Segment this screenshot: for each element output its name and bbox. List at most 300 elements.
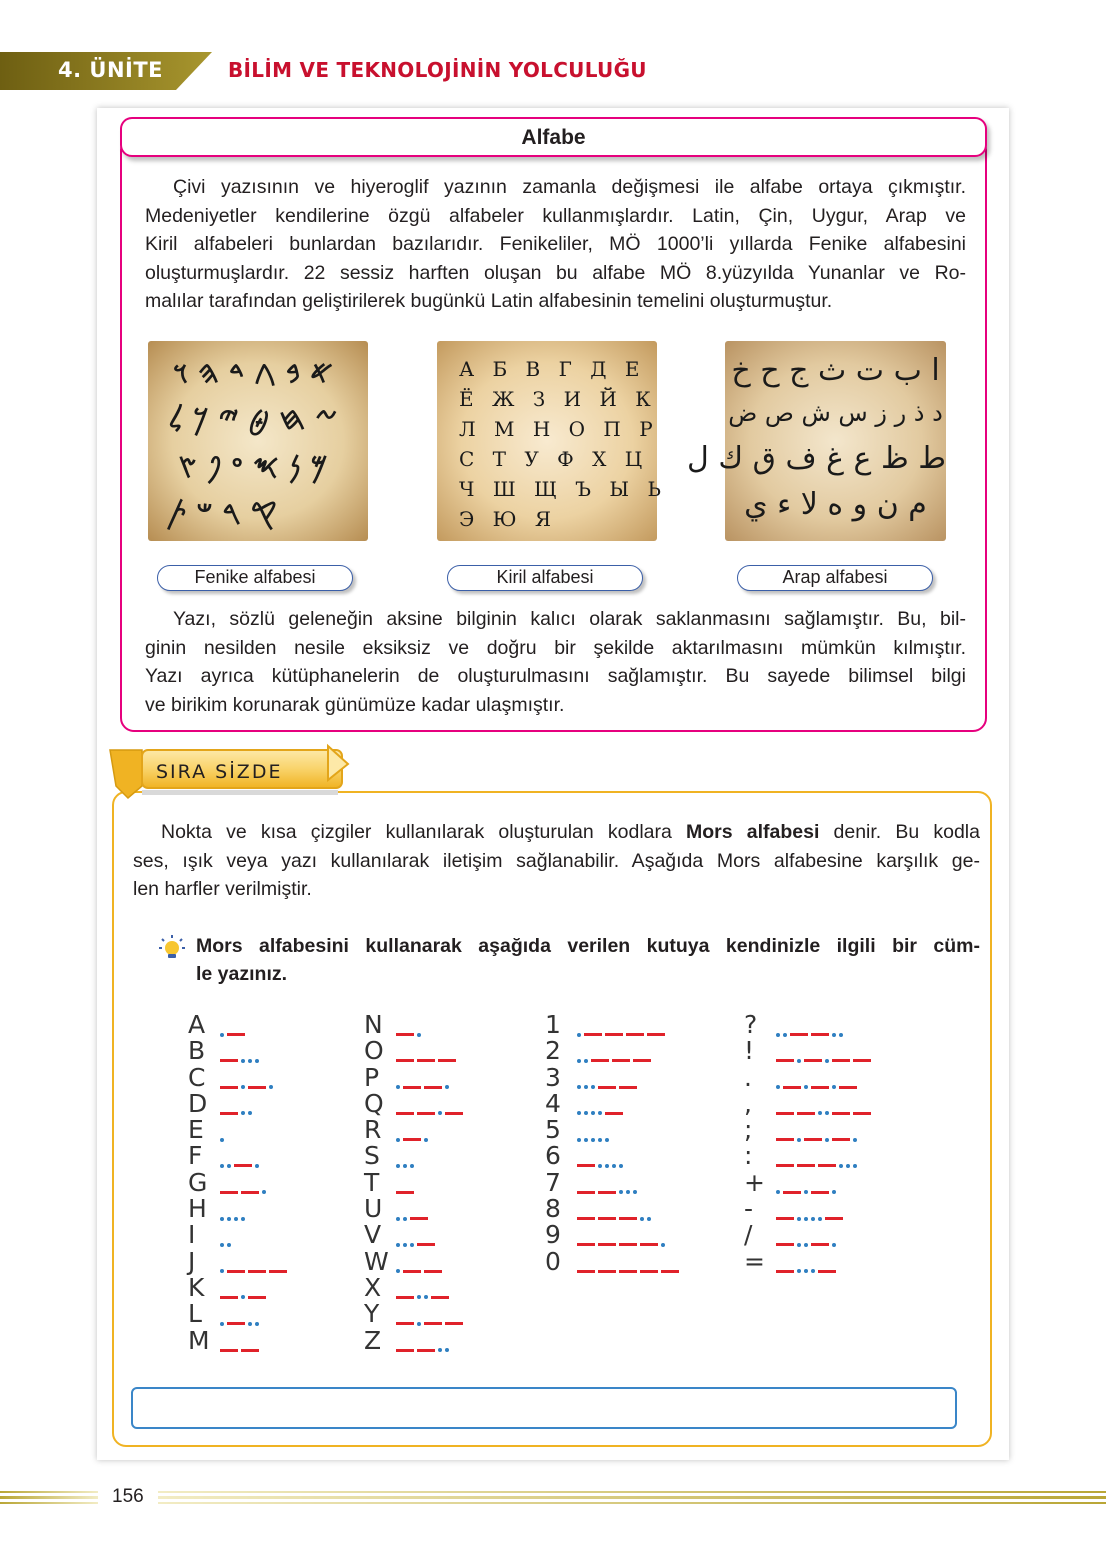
morse-dash: [220, 1059, 238, 1062]
glyph-row: م ن و ه لا ء ي: [744, 487, 927, 522]
morse-dot: [591, 1085, 595, 1089]
morse-row: [744, 1117, 872, 1143]
morse-dot: [832, 1190, 836, 1194]
morse-code: [394, 1249, 443, 1275]
morse-dash: [584, 1033, 602, 1036]
morse-column-digits: [545, 1012, 680, 1275]
morse-dash: [220, 1112, 238, 1115]
morse-character: B: [188, 1036, 206, 1066]
paragraph-line: malılar tarafından geliştirilerek bugünkü Latin alfabesinin temelini oluşturmuştur.: [145, 290, 833, 313]
morse-dot: [818, 1217, 822, 1221]
morse-dash: [403, 1138, 421, 1141]
morse-dash: [577, 1164, 595, 1167]
morse-code: [218, 1196, 246, 1222]
morse-dot: [396, 1138, 400, 1142]
morse-dash: [776, 1243, 794, 1246]
morse-code: [218, 1143, 260, 1169]
morse-character: I: [188, 1220, 196, 1250]
morse-dash: [797, 1112, 815, 1115]
morse-character: X: [364, 1272, 382, 1302]
morse-code: [774, 1012, 844, 1038]
morse-dash: [776, 1059, 794, 1062]
morse-dot: [605, 1138, 609, 1142]
morse-row: [188, 1246, 288, 1276]
morse-dash: [396, 1112, 414, 1115]
morse-dot: [598, 1138, 602, 1142]
morse-dot: [577, 1085, 581, 1089]
morse-row: [188, 1062, 288, 1092]
alfabe-title-bar: [120, 117, 987, 157]
morse-code: [774, 1065, 858, 1091]
morse-dash: [825, 1217, 843, 1220]
morse-row: [364, 1301, 464, 1327]
paragraph-line: Çivi yazısının ve hiyeroglif yazının zamanla değişmesi ile alfabe ortaya çıkmıştır.: [173, 176, 966, 198]
morse-code: [774, 1038, 872, 1064]
morse-dot: [403, 1243, 407, 1247]
morse-row: [188, 1301, 288, 1327]
morse-dash: [832, 1112, 850, 1115]
morse-character: S: [364, 1141, 380, 1171]
morse-dash: [605, 1033, 623, 1036]
morse-character: L: [188, 1299, 202, 1329]
morse-code: [218, 1012, 246, 1038]
sira-sizde-intro: [133, 818, 980, 904]
morse-dash: [605, 1112, 623, 1115]
morse-dash: [220, 1086, 238, 1089]
morse-character: D: [188, 1088, 208, 1118]
morse-dot: [248, 1059, 252, 1063]
fenike-caption: Fenike alfabesi: [157, 565, 353, 591]
morse-code: [394, 1275, 450, 1301]
morse-dash: [598, 1243, 616, 1246]
morse-dot: [255, 1164, 259, 1168]
morse-character: C: [188, 1062, 206, 1092]
glyph-row: Ё Ж З И Й К: [459, 387, 657, 411]
morse-row: [545, 1117, 680, 1143]
morse-character: 7: [545, 1167, 561, 1197]
morse-dash: [626, 1033, 644, 1036]
morse-row: [364, 1038, 464, 1064]
morse-character: 2: [545, 1036, 561, 1066]
alfabe-title: Alfabe: [521, 126, 586, 149]
morse-dash: [248, 1270, 266, 1273]
footer-decoration-left: [0, 1490, 98, 1506]
morse-dot: [410, 1164, 414, 1168]
morse-dash: [577, 1217, 595, 1220]
morse-dot: [584, 1138, 588, 1142]
morse-dot: [403, 1164, 407, 1168]
morse-dot: [577, 1138, 581, 1142]
paragraph-line: ve birikim korunarak günümüze kadar ulaşmıştır.: [145, 693, 565, 716]
morse-row: [364, 1062, 464, 1092]
morse-dash: [776, 1270, 794, 1273]
paragraph-line: Kiril alfabeleri bunlardan bazılarıdır. Fenikeliler, MÖ 1000’li yıllarda Fenike alfabesini: [145, 233, 966, 256]
morse-code: [218, 1065, 274, 1091]
morse-code: [575, 1117, 610, 1143]
morse-dot: [241, 1295, 245, 1299]
morse-column-letters-a-m: [188, 1012, 288, 1354]
morse-dash: [776, 1138, 794, 1141]
morse-dash: [248, 1296, 266, 1299]
morse-dash: [776, 1217, 794, 1220]
morse-row: [364, 1325, 464, 1355]
morse-character: ;: [744, 1115, 753, 1145]
morse-dash: [619, 1243, 637, 1246]
morse-code: [218, 1170, 267, 1196]
morse-dash: [577, 1270, 595, 1273]
morse-dash: [598, 1217, 616, 1220]
morse-dot: [811, 1269, 815, 1273]
morse-dash: [227, 1322, 245, 1325]
morse-row: [188, 1167, 288, 1197]
morse-character: +: [744, 1167, 765, 1197]
morse-dot: [220, 1322, 224, 1326]
morse-row: [364, 1222, 464, 1248]
morse-row: [545, 1167, 680, 1197]
morse-column-letters-n-z: [364, 1012, 464, 1354]
morse-dot: [797, 1059, 801, 1063]
morse-dot: [577, 1059, 581, 1063]
morse-dash: [220, 1191, 238, 1194]
morse-dot: [626, 1190, 630, 1194]
morse-character: 1: [545, 1010, 561, 1039]
morse-dot: [220, 1033, 224, 1037]
morse-dot: [839, 1164, 843, 1168]
morse-dash: [633, 1059, 651, 1062]
morse-dot: [227, 1217, 231, 1221]
morse-dash: [790, 1033, 808, 1036]
morse-row: [364, 1196, 464, 1222]
morse-code: [575, 1222, 666, 1248]
morse-code: [575, 1012, 666, 1038]
paragraph-line: Yazı ayrıca kütüphanelerin de oluşturulmasını sağlamıştır. Bu sayede bilimsel bilgi: [145, 665, 966, 688]
morse-dash: [811, 1243, 829, 1246]
morse-dash: [396, 1322, 414, 1325]
morse-code: [394, 1222, 436, 1248]
morse-character: A: [188, 1010, 206, 1039]
morse-dot: [227, 1243, 231, 1247]
morse-dot: [255, 1322, 259, 1326]
morse-code: [394, 1117, 429, 1143]
morse-code: [218, 1301, 260, 1327]
kiril-alphabet-image: [437, 341, 667, 541]
morse-dash: [396, 1059, 414, 1062]
morse-dash: [598, 1191, 616, 1194]
morse-dash: [832, 1138, 850, 1141]
morse-dash: [640, 1270, 658, 1273]
morse-dot: [445, 1085, 449, 1089]
morse-dash: [591, 1059, 609, 1062]
glyph-row: ا ب ت ث ج ح خ: [731, 353, 940, 388]
morse-character: J: [188, 1246, 196, 1276]
morse-dot: [598, 1164, 602, 1168]
morse-dot: [584, 1111, 588, 1115]
morse-dash: [445, 1322, 463, 1325]
morse-code: [394, 1038, 457, 1064]
glyph-row: Л М Н О П Р: [459, 417, 659, 441]
morse-dash: [424, 1270, 442, 1273]
task-line: Mors alfabesini kullanarak aşağıda verilen kutuya kendinizle ilgili bir cüm-: [196, 935, 980, 957]
morse-code: [774, 1196, 844, 1222]
intro-line-2: ses, ışık veya yazı kullanılarak iletişim sağlanabilir. Aşağıda Mors alfabesine karşılık ge-: [133, 849, 980, 872]
morse-dash: [227, 1270, 245, 1273]
morse-dot: [417, 1322, 421, 1326]
sira-sizde-label: SIRA SİZDE: [156, 761, 283, 783]
morse-dot: [825, 1059, 829, 1063]
morse-dot: [832, 1033, 836, 1037]
morse-dot: [234, 1217, 238, 1221]
morse-dot: [577, 1033, 581, 1037]
morse-row: [545, 1088, 680, 1118]
morse-character: 3: [545, 1062, 561, 1092]
morse-code: [774, 1143, 858, 1169]
morse-dash: [227, 1033, 245, 1036]
morse-dot: [248, 1322, 252, 1326]
morse-dash: [269, 1270, 287, 1273]
morse-row: [744, 1246, 872, 1276]
morse-dash: [811, 1191, 829, 1194]
morse-dash: [248, 1086, 266, 1089]
page-number: 156: [112, 1486, 144, 1507]
morse-dot: [591, 1111, 595, 1115]
morse-dot: [825, 1138, 829, 1142]
morse-row: [188, 1088, 288, 1118]
morse-dot: [396, 1217, 400, 1221]
morse-row: [364, 1088, 464, 1118]
morse-column-punctuation: [744, 1012, 872, 1275]
morse-dot: [220, 1269, 224, 1273]
morse-row: [744, 1038, 872, 1064]
morse-dot: [255, 1059, 259, 1063]
morse-dash: [776, 1112, 794, 1115]
paragraph-line: oluşturmuşlardır. 22 sessiz harften oluşan bu alfabe MÖ 8.yüzyılda Yunanlar ve Ro-: [145, 261, 966, 284]
morse-dash: [417, 1349, 435, 1352]
morse-row: [744, 1012, 872, 1038]
morse-dot: [248, 1111, 252, 1115]
morse-dash: [417, 1112, 435, 1115]
morse-dash: [619, 1217, 637, 1220]
morse-code: [774, 1117, 858, 1143]
morse-dash: [661, 1270, 679, 1273]
morse-character: R: [364, 1115, 382, 1145]
morse-code: [218, 1249, 288, 1275]
morse-code: [218, 1328, 260, 1354]
glyph-row: ط ظ ع غ ف ق ك ل: [687, 441, 946, 476]
glyph-row: 𐤆𐤇𐤈𐤉𐤊𐤋: [168, 401, 348, 437]
morse-dash: [438, 1059, 456, 1062]
morse-dash: [234, 1164, 252, 1167]
morse-row: [188, 1117, 288, 1143]
morse-dash: [417, 1243, 435, 1246]
morse-character: E: [188, 1115, 204, 1145]
morse-dot: [640, 1217, 644, 1221]
morse-dot: [396, 1269, 400, 1273]
morse-row: [744, 1196, 872, 1222]
morse-dash: [804, 1059, 822, 1062]
morse-character: Q: [364, 1088, 384, 1118]
morse-dash: [241, 1349, 259, 1352]
paragraph-line: ginin nesilden nesile eksiksiz ve doğru bir şekilde aktarılmasını mümkün kılmıştır.: [145, 636, 966, 659]
morse-dot: [783, 1033, 787, 1037]
morse-row: [545, 1038, 680, 1064]
morse-character: U: [364, 1194, 383, 1224]
intro-text: denir. Bu kodla: [819, 821, 980, 843]
morse-row: [545, 1143, 680, 1169]
morse-character: -: [744, 1194, 754, 1224]
morse-dot: [577, 1111, 581, 1115]
morse-dot: [241, 1085, 245, 1089]
morse-row: [188, 1325, 288, 1355]
morse-dash: [403, 1270, 421, 1273]
morse-dash: [647, 1033, 665, 1036]
morse-code: [218, 1091, 253, 1117]
morse-dash: [396, 1033, 414, 1036]
morse-code: [218, 1275, 267, 1301]
morse-row: [364, 1167, 464, 1197]
morse-character: O: [364, 1036, 384, 1066]
morse-row: [364, 1143, 464, 1169]
morse-character: Y: [364, 1299, 380, 1329]
unit-label: 4. ÜNİTE: [58, 58, 164, 82]
morse-row: [545, 1246, 680, 1276]
morse-dash: [811, 1033, 829, 1036]
glyph-row: 𐤌𐤍𐤎𐤏𐤐𐤑: [178, 449, 338, 485]
kiril-caption: Kiril alfabesi: [447, 565, 643, 591]
morse-answer-input[interactable]: [131, 1387, 957, 1429]
morse-character: 4: [545, 1088, 561, 1118]
morse-dot: [832, 1085, 836, 1089]
morse-dot: [584, 1059, 588, 1063]
morse-code: [774, 1222, 837, 1248]
morse-dash: [804, 1138, 822, 1141]
morse-dot: [269, 1085, 273, 1089]
morse-dot: [797, 1243, 801, 1247]
morse-dot: [241, 1217, 245, 1221]
morse-dot: [445, 1348, 449, 1352]
morse-code: [218, 1117, 225, 1143]
morse-row: [188, 1012, 288, 1038]
task-instruction: [196, 932, 980, 988]
morse-dot: [811, 1217, 815, 1221]
morse-dash: [241, 1191, 259, 1194]
morse-dot: [804, 1269, 808, 1273]
morse-dot: [241, 1111, 245, 1115]
morse-character: 5: [545, 1115, 561, 1145]
morse-dot: [220, 1164, 224, 1168]
morse-dot: [241, 1059, 245, 1063]
morse-dot: [776, 1033, 780, 1037]
morse-dash: [598, 1270, 616, 1273]
morse-dot: [647, 1217, 651, 1221]
morse-dot: [424, 1295, 428, 1299]
morse-dash: [424, 1322, 442, 1325]
morse-dash: [797, 1164, 815, 1167]
intro-line-3: len harfler verilmiştir.: [133, 878, 312, 901]
intro-line-1: [133, 818, 980, 847]
morse-dot: [661, 1243, 665, 1247]
morse-character: /: [744, 1220, 753, 1250]
morse-dash: [619, 1270, 637, 1273]
glyph-row: А Б В Г Д Е: [459, 357, 646, 381]
morse-code: [575, 1065, 638, 1091]
morse-dot: [227, 1164, 231, 1168]
morse-code: [774, 1091, 872, 1117]
morse-code: [394, 1065, 450, 1091]
morse-character: :: [744, 1141, 753, 1171]
morse-dot: [825, 1111, 829, 1115]
morse-dash: [853, 1112, 871, 1115]
morse-dash: [783, 1086, 801, 1089]
morse-code: [394, 1012, 422, 1038]
morse-character: !: [744, 1036, 755, 1066]
morse-dot: [804, 1085, 808, 1089]
morse-dash: [776, 1164, 794, 1167]
morse-dash: [396, 1296, 414, 1299]
morse-character: ,: [744, 1088, 752, 1118]
morse-character: W: [364, 1246, 389, 1276]
morse-dash: [619, 1086, 637, 1089]
morse-code: [575, 1091, 624, 1117]
morse-dot: [846, 1164, 850, 1168]
morse-dash: [445, 1112, 463, 1115]
morse-dot: [591, 1138, 595, 1142]
morse-row: [744, 1222, 872, 1248]
morse-dash: [640, 1243, 658, 1246]
morse-row: [188, 1222, 288, 1248]
morse-code: [575, 1249, 680, 1275]
paragraph-line: Medeniyetler kendilerine özgü alfabeler kullanmışlardır. Latin, Çin, Uygur, Arap ve: [145, 204, 966, 227]
morse-character: F: [188, 1141, 203, 1171]
morse-row: [744, 1062, 872, 1092]
glyph-row: Ч Ш Щ Ъ Ы Ь: [459, 477, 667, 501]
morse-row: [364, 1117, 464, 1143]
morse-dot: [776, 1190, 780, 1194]
alfabe-paragraph-1: [145, 173, 966, 316]
morse-dash: [577, 1243, 595, 1246]
fenike-alphabet-image: [148, 341, 368, 541]
morse-dash: [431, 1296, 449, 1299]
morse-dash: [598, 1086, 616, 1089]
morse-dot: [220, 1217, 224, 1221]
arap-alphabet-image: [687, 341, 946, 541]
morse-dash: [612, 1059, 630, 1062]
glyph-row: Э Ю Я: [459, 507, 558, 531]
morse-dot: [776, 1085, 780, 1089]
morse-dash: [853, 1059, 871, 1062]
morse-character: 9: [545, 1220, 561, 1250]
morse-character: 8: [545, 1194, 561, 1224]
morse-dot: [633, 1190, 637, 1194]
morse-code: [394, 1170, 415, 1196]
morse-dash: [577, 1191, 595, 1194]
morse-dash: [403, 1086, 421, 1089]
morse-code: [394, 1328, 450, 1354]
morse-character: P: [364, 1062, 380, 1092]
morse-code: [774, 1249, 837, 1275]
morse-dot: [438, 1348, 442, 1352]
morse-row: [188, 1196, 288, 1222]
morse-code: [575, 1038, 652, 1064]
morse-character: ?: [744, 1010, 758, 1039]
glyph-row: 𐤒𐤓𐤔𐤕: [166, 495, 287, 531]
arap-caption: Arap alfabesi: [737, 565, 933, 591]
morse-dot: [797, 1138, 801, 1142]
glyph-row: С Т У Ф Х Ц: [459, 447, 649, 471]
morse-dot: [220, 1243, 224, 1247]
morse-code: [575, 1196, 652, 1222]
morse-dash: [783, 1191, 801, 1194]
morse-row: [744, 1088, 872, 1118]
